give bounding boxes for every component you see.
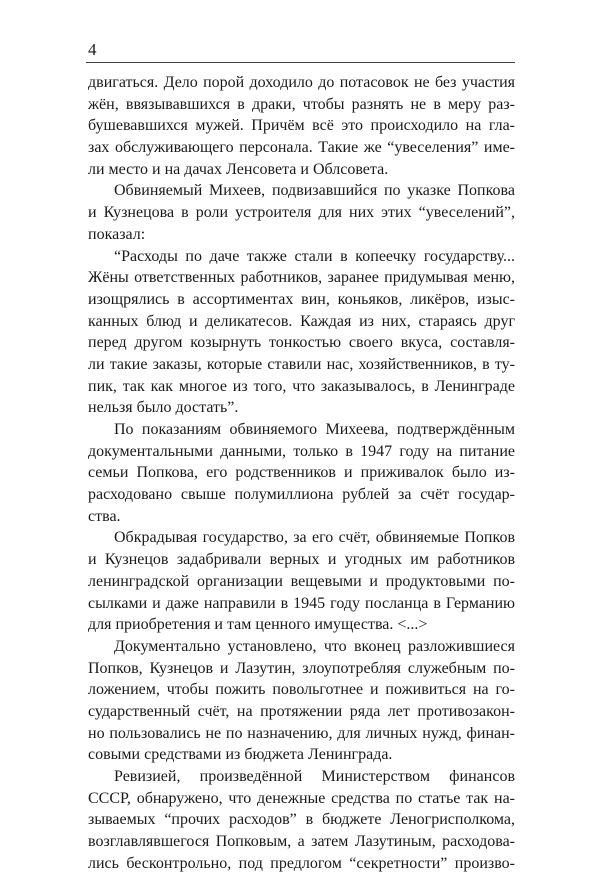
text-line: Документально установлено, что вконец разложившиеся	[114, 637, 515, 655]
text-line: изощрялись в ассортиментах вин, коньяков, ликёров, изыс-	[88, 290, 515, 308]
body-text	[88, 72, 515, 874]
text-line: но пользовались не по назначению, для личных нужд, финан-	[88, 724, 515, 742]
text-line: пик, так как многое из того, что заказывалось, в Ленинграде	[88, 377, 515, 395]
text-line: Жёны ответственных работников, заранее придумывая меню,	[88, 269, 515, 287]
text-line: Обкрадывая государство, за его счёт, обвиняемые Попков	[114, 529, 515, 547]
paragraph-3-quote	[88, 246, 515, 420]
text-line: показал:	[88, 225, 146, 243]
text-line: двигаться. Дело порой доходило до потасовок не без участия	[88, 74, 515, 91]
text-line: ложением, чтобы пожить повольготнее и поживиться на го-	[88, 681, 515, 699]
text-line: для приобретения и там ценного имущества. <...>	[88, 616, 428, 634]
text-line: Ревизией, произведённой Министерством финансов	[114, 768, 515, 785]
text-line: СССР, обнаружено, что денежные средства по статье так на-	[88, 789, 515, 807]
text-line: перед другом козырнуть тонкостью своего вкуса, составля-	[88, 334, 515, 352]
paragraph-1	[88, 72, 515, 180]
paragraph-6	[88, 636, 515, 766]
page-number: 4	[88, 40, 97, 59]
text-line: бушевавшихся мужей. Причём всё это происходило на гла-	[88, 117, 515, 135]
text-line: ленинградской организации вещевыми и продуктовыми по-	[88, 572, 515, 590]
text-line: и Кузнецов задабривали верных и угодных им работников	[88, 551, 515, 569]
text-line: лись бесконтрольно, под предлогом “секретности” произво-	[88, 854, 515, 872]
text-line: ли такие заказы, которые ставили нас, хозяйственников, в ту-	[88, 355, 515, 373]
text-line: сударственный счёт, на протяжении ряда лет противозакон-	[88, 702, 515, 720]
header-rule	[86, 62, 515, 63]
text-line: расходовано свыше полумиллиона рублей за счёт государ-	[88, 486, 515, 504]
text-line: ли место и на дачах Ленсовета и Облсовета.	[88, 160, 389, 178]
text-line: сылками и даже направили в 1945 году посланца в Германию	[88, 594, 515, 612]
text-line: Обвиняемый Михеев, подвизавшийся по указке Попкова	[114, 182, 515, 200]
text-line: Попков, Кузнецов и Лазутин, злоупотребляя служебным по-	[88, 659, 515, 677]
paragraph-4	[88, 419, 515, 527]
text-line: ства.	[88, 507, 121, 525]
paragraph-7	[88, 766, 515, 874]
paragraph-5	[88, 527, 515, 635]
text-line: зах обслуживающего персонала. Такие же “увеселения” име-	[88, 139, 515, 157]
text-line: канных блюд и деликатесов. Каждая из них, стараясь друг	[88, 312, 515, 330]
text-line: нельзя было достать”.	[88, 399, 239, 417]
text-line: совыми средствами из бюджета Ленинграда.	[88, 746, 393, 764]
text-line: зываемых “прочих расходов” в бюджете Леногрисполкома,	[88, 811, 515, 829]
text-line: документальными данными, только в 1947 году на питание	[88, 442, 515, 460]
text-line: семьи Попкова, его родственников и приживалок было из-	[88, 464, 515, 482]
text-line: “Расходы по даче также стали в копеечку государству...	[114, 247, 515, 265]
paragraph-2	[88, 180, 515, 245]
text-line: и Кузнецова в роли устроителя для них этих “увеселений”,	[88, 204, 515, 222]
text-line: По показаниям обвиняемого Михеева, подтверждённым	[114, 421, 515, 438]
text-line: жён, ввязывавшихся в драки, чтобы разнять не в меру раз-	[88, 95, 515, 113]
text-line: возглавлявшегося Попковым, а затем Лазутиным, расходова-	[88, 833, 515, 851]
